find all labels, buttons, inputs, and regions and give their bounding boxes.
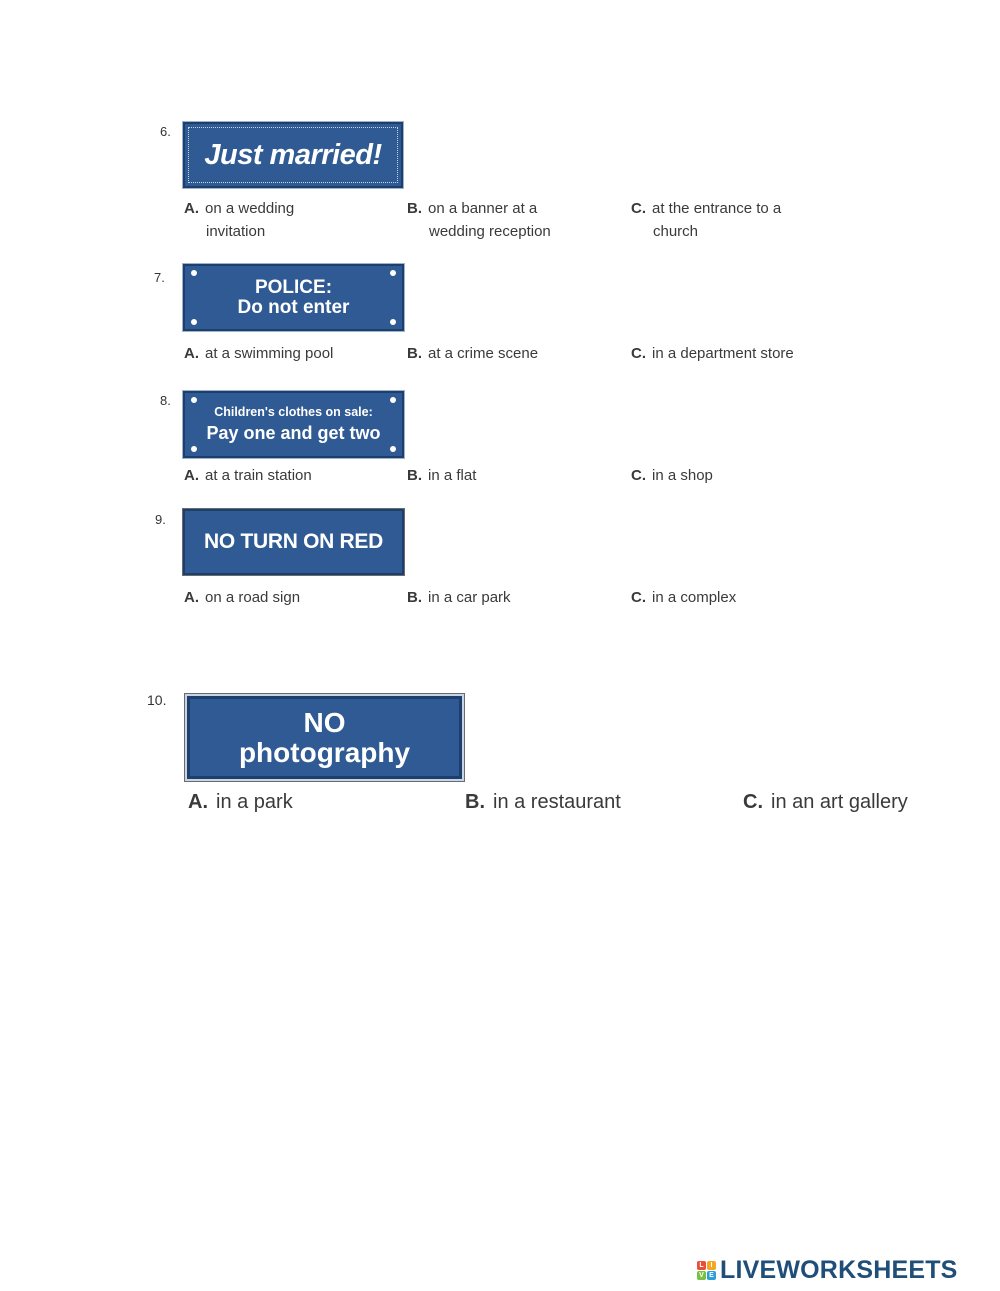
sign-line: photography [238, 736, 411, 768]
sign-no-turn-on-red [183, 509, 404, 575]
sign-childrens-clothes-sale [183, 391, 404, 458]
q6-option-a[interactable]: A. on a wedding invitation [184, 200, 295, 240]
logo-text: LIVEWORKSHEETS [720, 1256, 958, 1284]
q6-option-c[interactable]: C. at the entrance to a church [631, 200, 782, 240]
sign-just-married [183, 122, 403, 188]
sign-line: NO TURN ON RED [204, 529, 383, 553]
sign-line: Do not enter [237, 296, 350, 318]
q9-option-c[interactable]: C. in a complex [631, 589, 737, 606]
sign-no-photography [187, 696, 462, 779]
q8-option-a[interactable]: A. at a train station [184, 467, 312, 484]
question-10-number: 10. [147, 692, 167, 708]
q6-option-b[interactable]: B. on a banner at a wedding reception [407, 200, 551, 240]
sign-line: Just married! [204, 138, 382, 171]
q9-option-b[interactable]: B. in a car park [407, 589, 511, 606]
liveworksheets-logo[interactable] [697, 1256, 958, 1285]
sign-line: Pay one and get two [206, 422, 381, 443]
sign-line: NO [303, 707, 346, 739]
q10-option-c[interactable]: C. in an art gallery [743, 791, 908, 813]
sign-police-do-not-enter [183, 264, 404, 331]
q9-option-a[interactable]: A. on a road sign [184, 589, 301, 606]
question-7-number: 7. [154, 270, 165, 285]
question-6-number: 6. [160, 124, 171, 139]
sign-line: Children's clothes on sale: [214, 405, 373, 420]
q8-option-c[interactable]: C. in a shop [631, 467, 713, 484]
q7-option-b[interactable]: B. at a crime scene [407, 345, 539, 362]
q8-option-b[interactable]: B. in a flat [407, 467, 477, 484]
q10-option-a[interactable]: A. in a park [188, 791, 293, 813]
sign-line: POLICE: [254, 276, 333, 298]
question-8-number: 8. [160, 393, 171, 408]
question-9-number: 9. [155, 512, 166, 527]
q7-option-c[interactable]: C. in a department store [631, 345, 794, 362]
liveworksheets-logo-icon: L I V E [697, 1261, 716, 1280]
q7-option-a[interactable]: A. at a swimming pool [184, 345, 334, 362]
q10-option-b[interactable]: B. in a restaurant [465, 791, 621, 813]
